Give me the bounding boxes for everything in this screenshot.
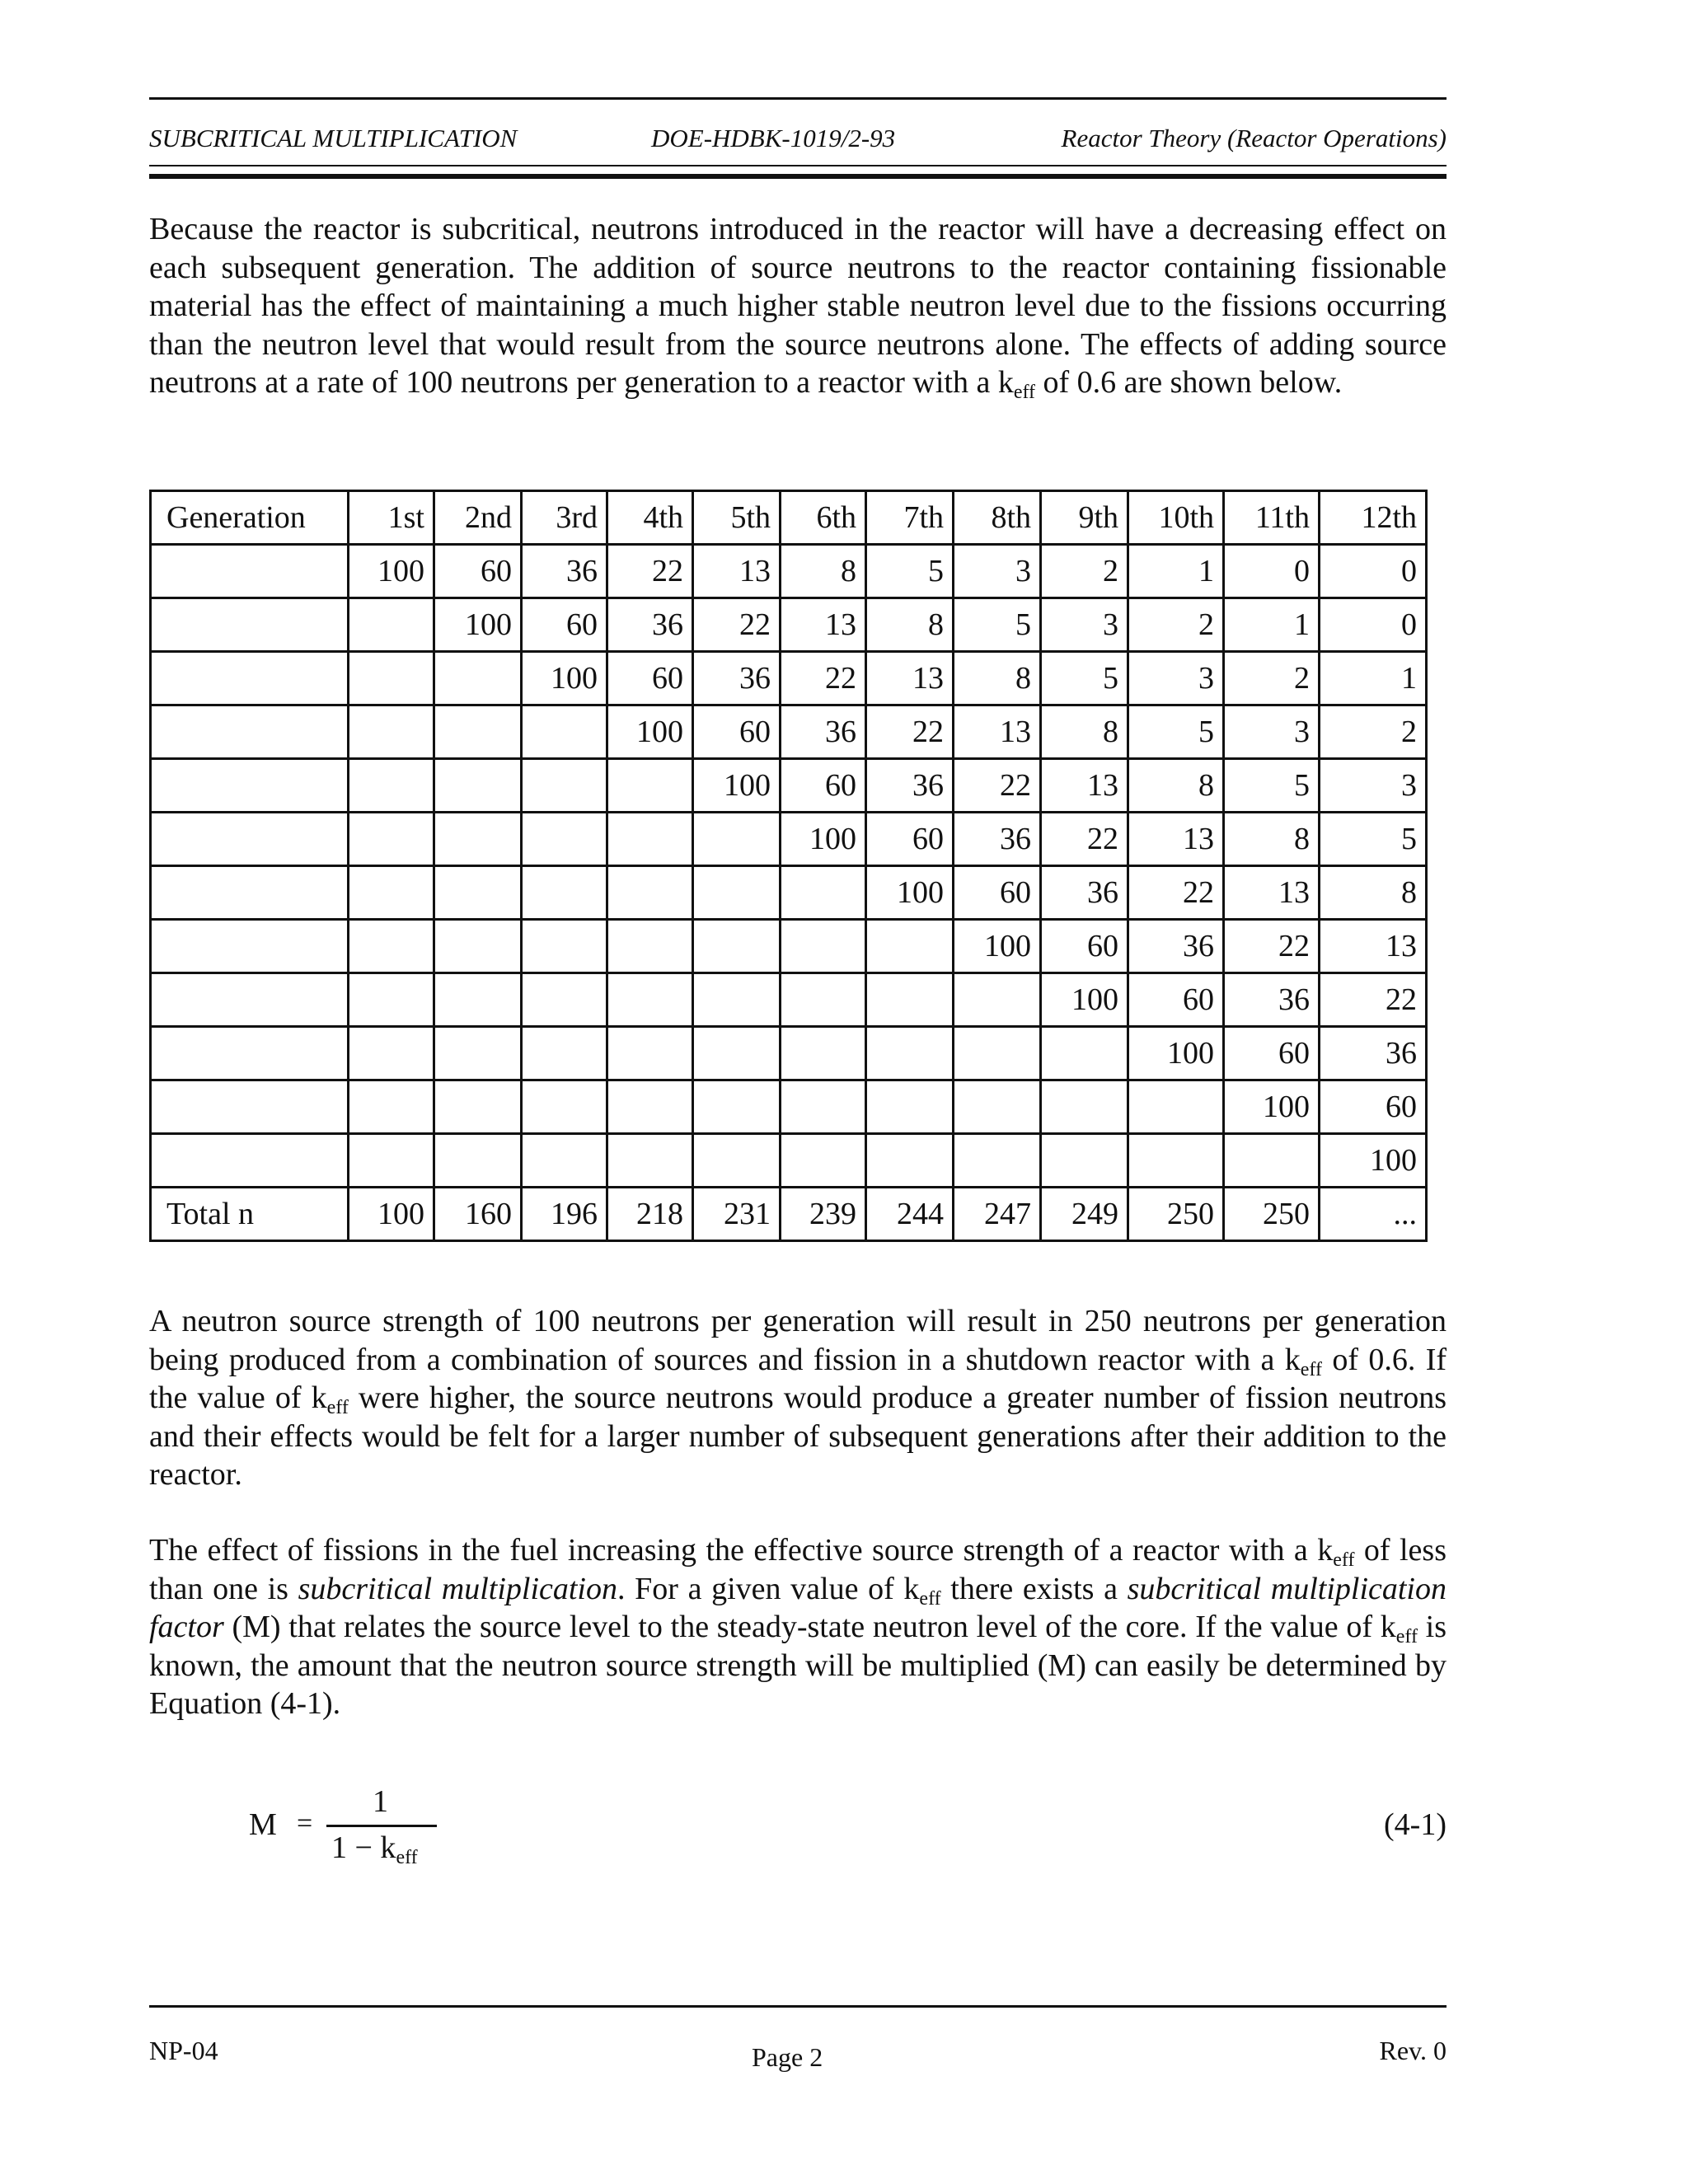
table-cell: 218 — [607, 1188, 693, 1241]
table-cell: 36 — [1320, 1027, 1427, 1080]
table-cell — [693, 920, 781, 973]
table-cell: 100 — [866, 866, 954, 920]
table-cell: 100 — [954, 920, 1041, 973]
table-cell — [1041, 1134, 1128, 1188]
table-cell: 100 — [781, 813, 866, 866]
table-cell: 247 — [954, 1188, 1041, 1241]
table-cell: 8 — [781, 545, 866, 598]
table-cell — [434, 973, 522, 1027]
table-cell — [607, 813, 693, 866]
table-row — [151, 813, 1427, 866]
table-cell: 1 — [1320, 652, 1427, 705]
table-cell — [954, 1080, 1041, 1134]
table-row-label — [151, 705, 349, 759]
table-row — [151, 1080, 1427, 1134]
keff-subscript: eff — [1013, 382, 1036, 403]
table-cell — [434, 1134, 522, 1188]
table-cell: 3 — [1320, 759, 1427, 813]
table-cell: 13 — [693, 545, 781, 598]
table-cell: 22 — [954, 759, 1041, 813]
table-cell: 160 — [434, 1188, 522, 1241]
table-row-label — [151, 598, 349, 652]
table-cell — [349, 813, 434, 866]
table-cell: 2 — [1320, 705, 1427, 759]
table-cell: 9th — [1041, 491, 1128, 545]
footer-rule — [149, 2005, 1447, 2008]
table-cell — [693, 1134, 781, 1188]
table-cell: 36 — [1128, 920, 1224, 973]
table-cell — [434, 652, 522, 705]
table-cell — [434, 813, 522, 866]
table-cell — [1041, 1027, 1128, 1080]
result-text-c: were higher, the source neutrons would produce a greater number of fission neutrons and their effects would be felt for a larger number of subsequent generations after their addition to the reactor. — [149, 1380, 1447, 1492]
table-cell: 5 — [1041, 652, 1128, 705]
table-total-label: Total n — [151, 1188, 349, 1241]
definition-text-f: is known, the amount that the neutron source strength will be multiplied (M) can easily be determined by Equation (4-1). — [149, 1610, 1447, 1721]
equation-denominator — [331, 1830, 418, 1869]
equation-lhs: M — [249, 1807, 277, 1842]
intro-tail: of 0.6 are shown below. — [1035, 365, 1343, 400]
definition-paragraph — [149, 1531, 1447, 1723]
table-cell — [781, 1080, 866, 1134]
table-cell — [349, 598, 434, 652]
table-cell: 60 — [1041, 920, 1128, 973]
table-cell: 249 — [1041, 1188, 1128, 1241]
table-cell — [866, 1080, 954, 1134]
table-cell: 36 — [1224, 973, 1320, 1027]
table-cell: 100 — [1128, 1027, 1224, 1080]
table-cell — [349, 1134, 434, 1188]
table-row-label — [151, 545, 349, 598]
header-bottom-rule-thin — [149, 165, 1447, 166]
table-cell: 13 — [866, 652, 954, 705]
table-cell — [434, 705, 522, 759]
table-cell — [954, 1027, 1041, 1080]
table-cell: 36 — [866, 759, 954, 813]
table-cell — [607, 920, 693, 973]
table-cell — [349, 652, 434, 705]
table-cell: 100 — [607, 705, 693, 759]
generation-table — [149, 490, 1428, 1242]
table-cell — [434, 1080, 522, 1134]
table-cell: 60 — [607, 652, 693, 705]
table-cell — [781, 920, 866, 973]
table-cell: 36 — [781, 705, 866, 759]
table-cell — [522, 920, 607, 973]
table-cell — [434, 866, 522, 920]
table-cell: 60 — [1128, 973, 1224, 1027]
table-row — [151, 652, 1427, 705]
definition-text-c: . For a given value of k — [617, 1571, 920, 1606]
header-section-title: SUBCRITICAL MULTIPLICATION — [149, 124, 518, 152]
table-cell — [522, 973, 607, 1027]
intro-text: Because the reactor is subcritical, neutrons introduced in the reactor will have a decreasing effect on each subsequent generation. The addition of source neutrons to the reactor containing fissionable material has the effect of maintaining a much higher stable neutron level due to the fissions occurring than the neutron level that would result from the source neutrons alone. The effects of adding source neutrons at a rate of 100 neutrons per generation to a reactor with a k — [149, 212, 1447, 400]
equation-equals: = — [297, 1808, 313, 1839]
table-cell: 8 — [1224, 813, 1320, 866]
table-cell — [522, 759, 607, 813]
table-cell: 13 — [954, 705, 1041, 759]
keff-subscript: eff — [1300, 1358, 1322, 1380]
table-row-label — [151, 813, 349, 866]
table-cell: 13 — [1224, 866, 1320, 920]
table-cell: 60 — [693, 705, 781, 759]
table-cell: 60 — [781, 759, 866, 813]
table-cell: 60 — [1320, 1080, 1427, 1134]
definition-text-a: The effect of fissions in the fuel increasing the effective source strength of a reactor with a k — [149, 1533, 1334, 1568]
table-cell: 5 — [1320, 813, 1427, 866]
table-cell — [693, 973, 781, 1027]
table-cell: 8 — [1320, 866, 1427, 920]
table-cell — [607, 866, 693, 920]
table-cell: 0 — [1320, 598, 1427, 652]
table-cell — [866, 1134, 954, 1188]
equation-denominator-text: 1 − k — [331, 1830, 396, 1865]
footer-revision: Rev. 0 — [1379, 2036, 1447, 2065]
table-row — [151, 545, 1427, 598]
table-cell — [781, 1027, 866, 1080]
table-cell: 5th — [693, 491, 781, 545]
table-cell: 22 — [1224, 920, 1320, 973]
table-header-row — [151, 491, 1427, 545]
table-cell — [781, 866, 866, 920]
table-cell — [607, 1134, 693, 1188]
table-cell: 100 — [349, 1188, 434, 1241]
table-cell — [1041, 1080, 1128, 1134]
table-cell — [349, 920, 434, 973]
table-cell: 8th — [954, 491, 1041, 545]
table-cell: 250 — [1128, 1188, 1224, 1241]
header-top-rule — [149, 97, 1447, 100]
keff-subscript: eff — [919, 1587, 941, 1610]
table-cell — [693, 1080, 781, 1134]
table-row-label — [151, 1080, 349, 1134]
table-cell: 60 — [866, 813, 954, 866]
table-cell: 2 — [1128, 598, 1224, 652]
table-cell: 5 — [954, 598, 1041, 652]
keff-subscript: eff — [1395, 1626, 1418, 1647]
table-cell — [693, 866, 781, 920]
keff-subscript: eff — [396, 1847, 418, 1868]
table-cell — [607, 759, 693, 813]
table-cell — [349, 1080, 434, 1134]
table-cell — [1128, 1080, 1224, 1134]
term-multiplication-factor: subcritical multiplication factor — [149, 1571, 1447, 1644]
definition-text-e: (M) that relates the source level to the steady-state neutron level of the core. If the value of k — [223, 1610, 1396, 1644]
table-cell: 5 — [1128, 705, 1224, 759]
table-cell — [781, 1134, 866, 1188]
table-cell — [522, 1080, 607, 1134]
header-bottom-rule-thick — [149, 174, 1447, 179]
table-cell: 8 — [1128, 759, 1224, 813]
table-cell: 8 — [954, 652, 1041, 705]
table-cell — [866, 973, 954, 1027]
table-cell — [607, 1080, 693, 1134]
table-cell: 13 — [1320, 920, 1427, 973]
table-row — [151, 759, 1427, 813]
footer-page-number: Page 2 — [752, 2042, 823, 2072]
intro-paragraph — [149, 210, 1447, 402]
footer-module-id: NP-04 — [149, 2036, 218, 2065]
definition-text-d: there exists a — [940, 1571, 1128, 1606]
table-row-label — [151, 1134, 349, 1188]
table-cell: 3 — [1041, 598, 1128, 652]
table-cell: 100 — [522, 652, 607, 705]
table-cell: 11th — [1224, 491, 1320, 545]
table-cell: 4th — [607, 491, 693, 545]
table-cell: 100 — [434, 598, 522, 652]
equation-numerator: 1 — [373, 1784, 388, 1819]
table-cell: 36 — [954, 813, 1041, 866]
result-paragraph — [149, 1302, 1447, 1494]
table-cell — [522, 1027, 607, 1080]
table-cell: 244 — [866, 1188, 954, 1241]
table-cell — [522, 705, 607, 759]
header-chapter-title: Reactor Theory (Reactor Operations) — [1061, 124, 1447, 152]
definition-text-b: of less than one is — [149, 1533, 1447, 1606]
table-cell — [522, 866, 607, 920]
table-cell — [434, 920, 522, 973]
table-row — [151, 973, 1427, 1027]
table-cell: 1 — [1224, 598, 1320, 652]
table-cell: 100 — [1224, 1080, 1320, 1134]
table-cell: 13 — [1128, 813, 1224, 866]
table-cell — [349, 866, 434, 920]
table-cell: 239 — [781, 1188, 866, 1241]
table-cell: 60 — [522, 598, 607, 652]
table-cell: 60 — [1224, 1027, 1320, 1080]
table-cell: 100 — [349, 545, 434, 598]
table-cell: 13 — [781, 598, 866, 652]
table-header-label: Generation — [151, 491, 349, 545]
table-row-label — [151, 759, 349, 813]
equation-number: (4-1) — [1384, 1807, 1447, 1842]
table-cell: 22 — [607, 545, 693, 598]
result-text-b: of 0.6. If the value of k — [149, 1342, 1447, 1415]
table-cell: 13 — [1041, 759, 1128, 813]
table-cell: 3rd — [522, 491, 607, 545]
table-cell: 36 — [522, 545, 607, 598]
table-cell: 100 — [1320, 1134, 1427, 1188]
table-cell — [1128, 1134, 1224, 1188]
table-cell — [866, 920, 954, 973]
table-cell — [349, 705, 434, 759]
table-cell: 100 — [1041, 973, 1128, 1027]
table-cell: 3 — [1224, 705, 1320, 759]
table-cell — [954, 973, 1041, 1027]
table-row — [151, 705, 1427, 759]
header-document-number: DOE-HDBK-1019/2-93 — [651, 124, 896, 152]
table-cell: 7th — [866, 491, 954, 545]
table-cell: 60 — [954, 866, 1041, 920]
table-cell — [866, 1027, 954, 1080]
table-cell: 196 — [522, 1188, 607, 1241]
table-cell: 12th — [1320, 491, 1427, 545]
table-cell — [434, 759, 522, 813]
table-row-label — [151, 973, 349, 1027]
keff-subscript: eff — [1333, 1549, 1355, 1571]
table-row-label — [151, 1027, 349, 1080]
table-cell: 10th — [1128, 491, 1224, 545]
table-cell: 36 — [607, 598, 693, 652]
table-cell — [522, 1134, 607, 1188]
table-cell — [693, 813, 781, 866]
table-cell: 2nd — [434, 491, 522, 545]
table-cell: 22 — [693, 598, 781, 652]
table-cell: 60 — [434, 545, 522, 598]
table-cell — [781, 973, 866, 1027]
table-cell: 8 — [1041, 705, 1128, 759]
result-text-a: A neutron source strength of 100 neutrons per generation will result in 250 neutrons per generation being produced from a combination of sources and fission in a shutdown reactor with a k — [149, 1304, 1447, 1377]
table-cell — [522, 813, 607, 866]
table-cell: 8 — [866, 598, 954, 652]
table-cell — [349, 1027, 434, 1080]
table-cell: ... — [1320, 1188, 1427, 1241]
table-cell — [434, 1027, 522, 1080]
table-cell — [1224, 1134, 1320, 1188]
table-cell: 250 — [1224, 1188, 1320, 1241]
table-cell: 22 — [781, 652, 866, 705]
table-row-label — [151, 920, 349, 973]
keff-subscript: eff — [326, 1397, 349, 1418]
table-row-label — [151, 652, 349, 705]
table-cell: 6th — [781, 491, 866, 545]
table-cell: 2 — [1224, 652, 1320, 705]
table-cell: 0 — [1320, 545, 1427, 598]
table-cell: 3 — [1128, 652, 1224, 705]
table-cell: 0 — [1224, 545, 1320, 598]
table-cell: 22 — [1320, 973, 1427, 1027]
table-cell — [349, 973, 434, 1027]
table-cell — [607, 973, 693, 1027]
table-cell: 100 — [693, 759, 781, 813]
table-cell: 22 — [866, 705, 954, 759]
equation-fraction-bar — [326, 1825, 437, 1827]
table-cell: 36 — [1041, 866, 1128, 920]
table-row — [151, 598, 1427, 652]
table-cell: 3 — [954, 545, 1041, 598]
term-subcritical-multiplication: subcritical multiplication — [298, 1571, 617, 1606]
table-cell: 1st — [349, 491, 434, 545]
table-cell — [349, 759, 434, 813]
table-cell: 5 — [1224, 759, 1320, 813]
table-cell: 5 — [866, 545, 954, 598]
table-cell: 22 — [1041, 813, 1128, 866]
table-total-row — [151, 1188, 1427, 1241]
table-cell: 2 — [1041, 545, 1128, 598]
table-cell: 22 — [1128, 866, 1224, 920]
table-row — [151, 1134, 1427, 1188]
table-cell: 1 — [1128, 545, 1224, 598]
table-row — [151, 866, 1427, 920]
table-row — [151, 1027, 1427, 1080]
table-row — [151, 920, 1427, 973]
table-row-label — [151, 866, 349, 920]
table-cell: 231 — [693, 1188, 781, 1241]
table-cell — [954, 1134, 1041, 1188]
table-cell — [693, 1027, 781, 1080]
table-cell: 36 — [693, 652, 781, 705]
table-cell — [607, 1027, 693, 1080]
